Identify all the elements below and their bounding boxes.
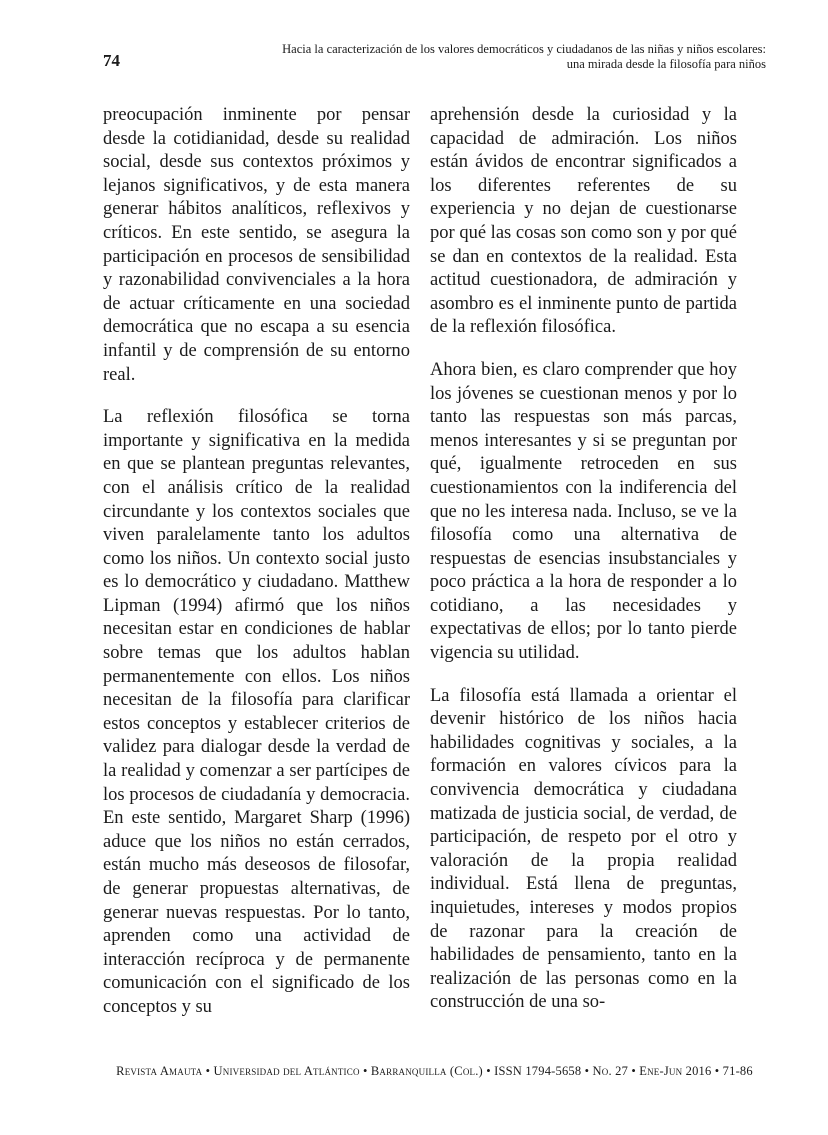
journal-footer-line: Revista Amauta • Universidad del Atlántico • Barranquilla (Col.) • ISSN 1794-5658 • No. 27 • Ene-Jun 2016 • 71-86 [116,1064,753,1078]
running-head-title [282,42,766,72]
paragraph: aprehensión desde la curiosidad y la capacidad de admiración. Los niños están ávidos de encontrar significados a los diferentes referentes de su experiencia y no dejan de cuestionarse por qué las cosas son como son y por qué se dan en contextos de la realidad. Esta actitud cuestionadora, de admiración y asombro es el inminente punto de partida de la reflexión filosófica. [430,105,737,338]
paragraph: Ahora bien, es claro comprender que hoy los jóvenes se cuestionan menos y por lo tanto las respuestas son más parcas, menos interesantes y si se preguntan por qué, igualmente retroceden en sus cuestionamientos con la indiferencia del que no les interesa nada. Incluso, se ve la filosofía como una alternativa de respuestas de esencias insubstanciales y poco práctica a la hora de responder a lo cotidiano, a las necesidades y expectativas de ellos; por lo tanto pierde vigencia su utilidad. [430,359,737,664]
text-column-left [103,104,410,1046]
article-body [103,104,737,1046]
running-head-title-line1: Hacia la caracterización de los valores democráticos y ciudadanos de las niñas y niños escolares: [282,42,766,56]
page-number: 74 [103,51,120,70]
running-head [103,42,766,72]
paragraph: La filosofía está llamada a orientar el devenir histórico de los niños hacia habilidades cognitivas y sociales, a la formación en valores cívicos para la convivencia democrática y ciudadana matizada de justicia social, de verdad, de participación, de respeto por el otro y valoración de la propia realidad individual. Está llena de preguntas, inquietudes, intereses y modos propios de razonar para la creación de habilidades de pensamiento, tanto en la realización de las personas como en la construcción de una so- [430,685,737,1013]
paragraph: preocupación inminente por pensar desde la cotidianidad, desde su realidad social, desde sus contextos próximos y lejanos significativos, y de esta manera generar hábitos analíticos, reflexivos y críticos. En este sentido, se asegura la participación en procesos de sensibilidad y razonabilidad convivenciales a la hora de actuar críticamente en una sociedad democrática que no escapa a su esencia infantil y de comprensión de su entorno real. [103,105,410,385]
running-head-title-line2: una mirada desde la filosofía para niños [566,57,766,71]
text-column-right [430,104,737,1046]
paragraph: La reflexión filosófica se torna importante y significativa en la medida en que se plantean preguntas relevantes, con el análisis crítico de la realidad circundante y los contextos sociales que viven paralelamente tanto los adultos como los niños. Un contexto social justo es lo democrático y ciudadano. Matthew Lipman (1994) afirmó que los niños necesitan estar en condiciones de hablar sobre temas que los adultos hablan permanentemente con ellos. Los niños necesitan de la filosofía para clarificar estos conceptos y establecer criterios de validez para dialogar desde la verdad de la realidad y comenzar a ser partícipes de los procesos de ciudadanía y democracia. En este sentido, Margaret Sharp (1996) aduce que los niños no están cerrados, están mucho más deseosos de filosofar, de generar propuestas alternativas, de generar nuevas respuestas. Por lo tanto, aprenden como una actividad de interacción recíproca y de permanente comunicación con el significado de los conceptos y su [103,407,410,1017]
